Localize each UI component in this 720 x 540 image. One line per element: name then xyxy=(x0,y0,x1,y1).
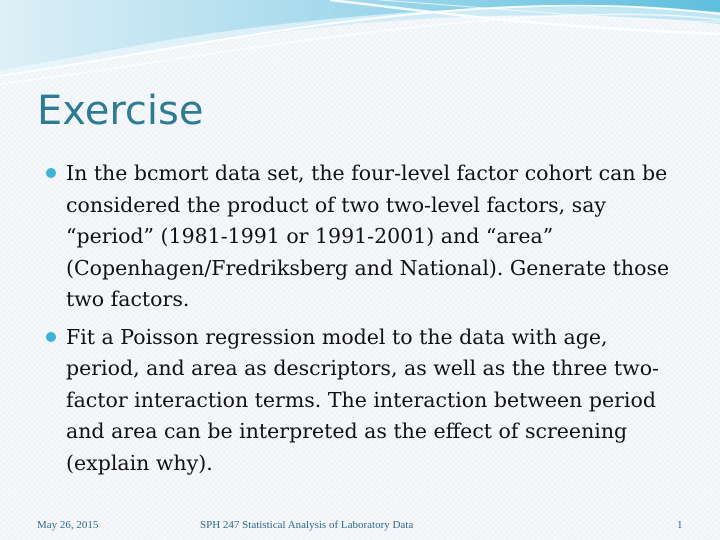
bullet-text: In the bcmort data set, the four-level factor cohort can be considered the product of two two-level factors, say “period” (1981-1991 or 1991-2001) and “area” (Copenhagen/Fredriksberg and National). Generate those two factors. xyxy=(66,161,670,311)
slide-title: Exercise xyxy=(37,88,204,134)
bullet-list xyxy=(44,158,684,485)
footer-course-title: SPH 247 Statistical Analysis of Laboratory Data xyxy=(200,519,414,531)
bullet-text: Fit a Poisson regression model to the data with age, period, and area as descriptors, as well as the three two-factor interaction terms. The interaction between period and area can be interpreted as the effect of screening (explain why). xyxy=(66,324,659,475)
header-wave-decoration xyxy=(0,0,720,100)
bullet-dot-icon xyxy=(46,332,56,342)
footer-page-number: 1 xyxy=(677,519,683,531)
footer-date: May 26, 2015 xyxy=(37,519,99,531)
bullet-dot-icon xyxy=(46,168,56,178)
bullet-item-poisson-regression xyxy=(44,322,684,480)
bullet-item-generate-factors xyxy=(44,158,684,316)
